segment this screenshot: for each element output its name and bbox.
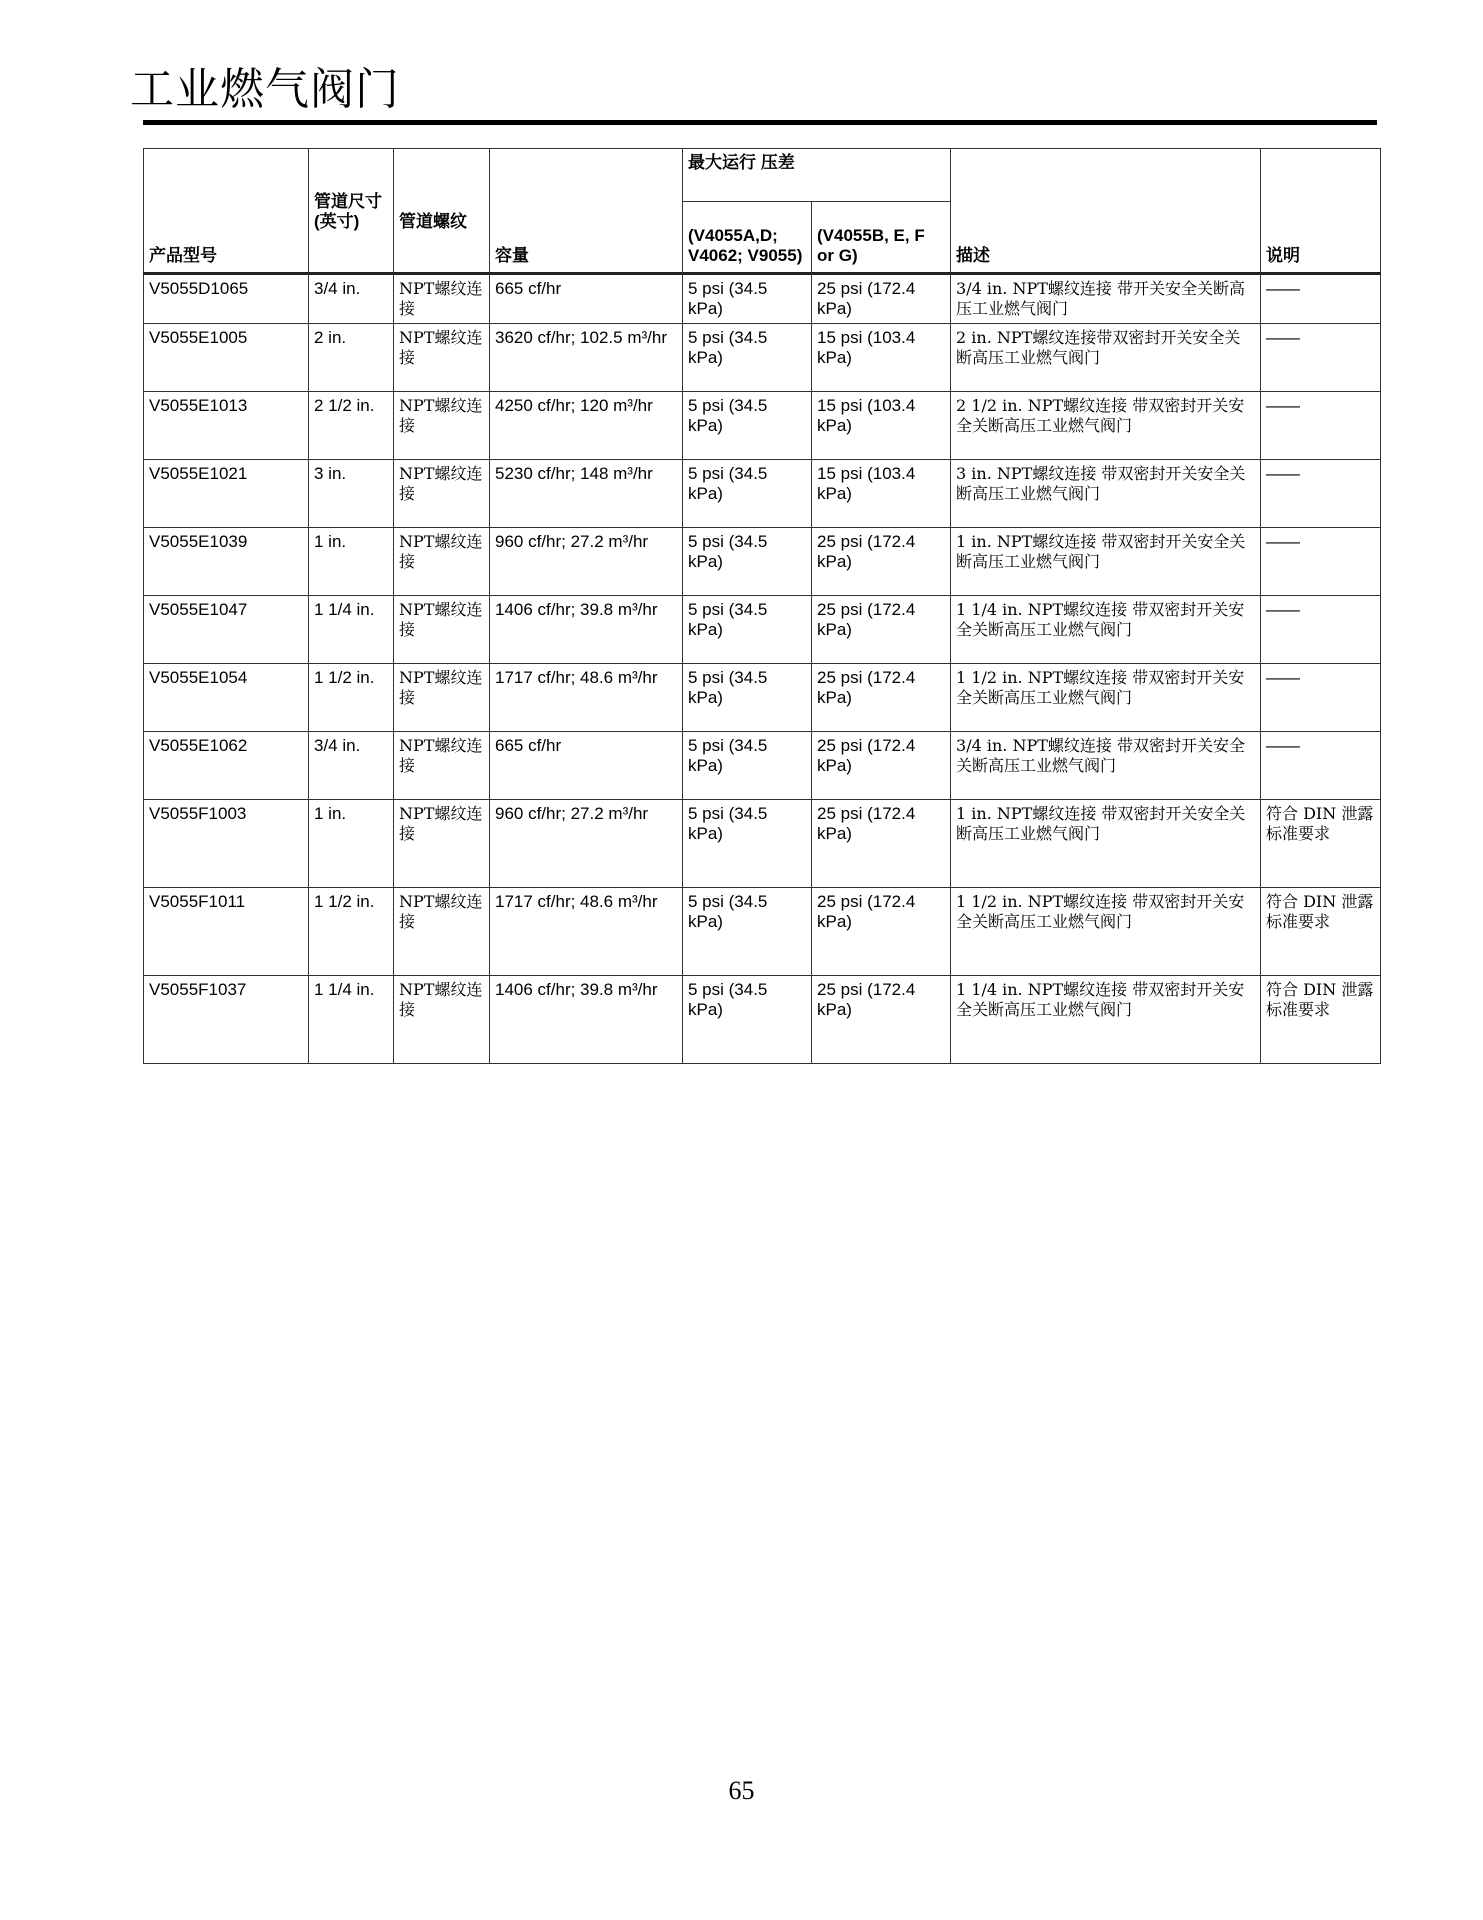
cell-pressure-b: 25 psi (172.4 kPa)	[812, 800, 951, 888]
cell-model: V5055F1037	[144, 976, 309, 1064]
cell-size: 3/4 in.	[309, 732, 394, 800]
cell-size: 3/4 in.	[309, 274, 394, 324]
cell-description: 3/4 in. NPT螺纹连接 带开关安全关断高压工业燃气阀门	[951, 274, 1261, 324]
cell-size: 1 1/2 in.	[309, 888, 394, 976]
header-model: 产品型号	[144, 149, 309, 274]
cell-size: 1 1/2 in.	[309, 664, 394, 732]
cell-note: ——	[1261, 324, 1381, 392]
cell-description: 2 in. NPT螺纹连接带双密封开关安全关断高压工业燃气阀门	[951, 324, 1261, 392]
valve-spec-table	[143, 148, 1381, 1064]
table-row	[144, 392, 1381, 460]
header-max-pressure: 最大运行 压差	[683, 149, 951, 202]
table-header	[144, 149, 1381, 274]
cell-pressure-b: 25 psi (172.4 kPa)	[812, 274, 951, 324]
header-pressure-b: (V4055B, E, F or G)	[812, 202, 951, 274]
header-note: 说明	[1261, 149, 1381, 274]
cell-note: 符合 DIN 泄露标准要求	[1261, 976, 1381, 1064]
cell-pressure-a: 5 psi (34.5 kPa)	[683, 976, 812, 1064]
cell-model: V5055E1062	[144, 732, 309, 800]
cell-size: 1 in.	[309, 528, 394, 596]
table-row	[144, 528, 1381, 596]
cell-thread: NPT螺纹连接	[394, 324, 490, 392]
cell-note: 符合 DIN 泄露标准要求	[1261, 888, 1381, 976]
cell-note: ——	[1261, 528, 1381, 596]
cell-pressure-a: 5 psi (34.5 kPa)	[683, 324, 812, 392]
table-row	[144, 732, 1381, 800]
cell-pressure-a: 5 psi (34.5 kPa)	[683, 888, 812, 976]
cell-model: V5055E1013	[144, 392, 309, 460]
cell-pressure-b: 15 psi (103.4 kPa)	[812, 324, 951, 392]
header-thread: 管道螺纹	[394, 149, 490, 274]
header-capacity: 容量	[490, 149, 683, 274]
cell-thread: NPT螺纹连接	[394, 732, 490, 800]
cell-capacity: 960 cf/hr; 27.2 m³/hr	[490, 528, 683, 596]
cell-pressure-b: 15 psi (103.4 kPa)	[812, 392, 951, 460]
cell-thread: NPT螺纹连接	[394, 888, 490, 976]
cell-capacity: 1406 cf/hr; 39.8 m³/hr	[490, 976, 683, 1064]
cell-pressure-a: 5 psi (34.5 kPa)	[683, 664, 812, 732]
cell-size: 3 in.	[309, 460, 394, 528]
cell-capacity: 665 cf/hr	[490, 274, 683, 324]
cell-pressure-b: 25 psi (172.4 kPa)	[812, 976, 951, 1064]
page-number: 65	[728, 1776, 755, 1805]
cell-note: 符合 DIN 泄露标准要求	[1261, 800, 1381, 888]
cell-thread: NPT螺纹连接	[394, 800, 490, 888]
cell-size: 1 in.	[309, 800, 394, 888]
table-body	[144, 274, 1381, 1064]
cell-pressure-a: 5 psi (34.5 kPa)	[683, 800, 812, 888]
cell-note: ——	[1261, 392, 1381, 460]
table-row	[144, 596, 1381, 664]
cell-thread: NPT螺纹连接	[394, 392, 490, 460]
table-row	[144, 274, 1381, 324]
cell-capacity: 5230 cf/hr; 148 m³/hr	[490, 460, 683, 528]
cell-note: ——	[1261, 274, 1381, 324]
cell-capacity: 3620 cf/hr; 102.5 m³/hr	[490, 324, 683, 392]
header-description: 描述	[951, 149, 1261, 274]
cell-description: 1 in. NPT螺纹连接 带双密封开关安全关断高压工业燃气阀门	[951, 528, 1261, 596]
cell-capacity: 665 cf/hr	[490, 732, 683, 800]
cell-thread: NPT螺纹连接	[394, 596, 490, 664]
table-row	[144, 888, 1381, 976]
cell-description: 1 1/4 in. NPT螺纹连接 带双密封开关安全关断高压工业燃气阀门	[951, 976, 1261, 1064]
cell-size: 2 in.	[309, 324, 394, 392]
title-rule	[143, 120, 1377, 125]
cell-thread: NPT螺纹连接	[394, 274, 490, 324]
cell-description: 3 in. NPT螺纹连接 带双密封开关安全关断高压工业燃气阀门	[951, 460, 1261, 528]
cell-capacity: 1717 cf/hr; 48.6 m³/hr	[490, 888, 683, 976]
cell-model: V5055E1047	[144, 596, 309, 664]
cell-model: V5055E1005	[144, 324, 309, 392]
cell-thread: NPT螺纹连接	[394, 976, 490, 1064]
cell-description: 1 in. NPT螺纹连接 带双密封开关安全关断高压工业燃气阀门	[951, 800, 1261, 888]
cell-pressure-b: 25 psi (172.4 kPa)	[812, 528, 951, 596]
cell-pressure-b: 25 psi (172.4 kPa)	[812, 888, 951, 976]
cell-pressure-a: 5 psi (34.5 kPa)	[683, 528, 812, 596]
cell-pressure-b: 25 psi (172.4 kPa)	[812, 732, 951, 800]
table-row	[144, 324, 1381, 392]
table-row	[144, 460, 1381, 528]
cell-pressure-b: 25 psi (172.4 kPa)	[812, 664, 951, 732]
cell-model: V5055E1054	[144, 664, 309, 732]
table-row	[144, 664, 1381, 732]
cell-note: ——	[1261, 664, 1381, 732]
cell-pressure-a: 5 psi (34.5 kPa)	[683, 732, 812, 800]
cell-pressure-a: 5 psi (34.5 kPa)	[683, 274, 812, 324]
cell-pressure-b: 15 psi (103.4 kPa)	[812, 460, 951, 528]
cell-note: ——	[1261, 596, 1381, 664]
page-title: 工业燃气阀门	[130, 64, 400, 115]
cell-model: V5055F1011	[144, 888, 309, 976]
cell-description: 2 1/2 in. NPT螺纹连接 带双密封开关安全关断高压工业燃气阀门	[951, 392, 1261, 460]
cell-size: 2 1/2 in.	[309, 392, 394, 460]
cell-pressure-a: 5 psi (34.5 kPa)	[683, 392, 812, 460]
cell-model: V5055D1065	[144, 274, 309, 324]
table-row	[144, 800, 1381, 888]
cell-pressure-b: 25 psi (172.4 kPa)	[812, 596, 951, 664]
cell-note: ——	[1261, 460, 1381, 528]
cell-size: 1 1/4 in.	[309, 596, 394, 664]
cell-description: 1 1/4 in. NPT螺纹连接 带双密封开关安全关断高压工业燃气阀门	[951, 596, 1261, 664]
cell-pressure-a: 5 psi (34.5 kPa)	[683, 596, 812, 664]
cell-capacity: 1717 cf/hr; 48.6 m³/hr	[490, 664, 683, 732]
cell-size: 1 1/4 in.	[309, 976, 394, 1064]
cell-model: V5055F1003	[144, 800, 309, 888]
header-pressure-a: (V4055A,D; V4062; V9055)	[683, 202, 812, 274]
cell-description: 3/4 in. NPT螺纹连接 带双密封开关安全关断高压工业燃气阀门	[951, 732, 1261, 800]
header-pipe-size: 管道尺寸 (英寸)	[309, 149, 394, 274]
cell-capacity: 1406 cf/hr; 39.8 m³/hr	[490, 596, 683, 664]
cell-model: V5055E1039	[144, 528, 309, 596]
cell-thread: NPT螺纹连接	[394, 664, 490, 732]
cell-thread: NPT螺纹连接	[394, 528, 490, 596]
cell-pressure-a: 5 psi (34.5 kPa)	[683, 460, 812, 528]
cell-description: 1 1/2 in. NPT螺纹连接 带双密封开关安全关断高压工业燃气阀门	[951, 888, 1261, 976]
cell-description: 1 1/2 in. NPT螺纹连接 带双密封开关安全关断高压工业燃气阀门	[951, 664, 1261, 732]
cell-capacity: 960 cf/hr; 27.2 m³/hr	[490, 800, 683, 888]
cell-note: ——	[1261, 732, 1381, 800]
table-row	[144, 976, 1381, 1064]
cell-capacity: 4250 cf/hr; 120 m³/hr	[490, 392, 683, 460]
cell-model: V5055E1021	[144, 460, 309, 528]
cell-thread: NPT螺纹连接	[394, 460, 490, 528]
